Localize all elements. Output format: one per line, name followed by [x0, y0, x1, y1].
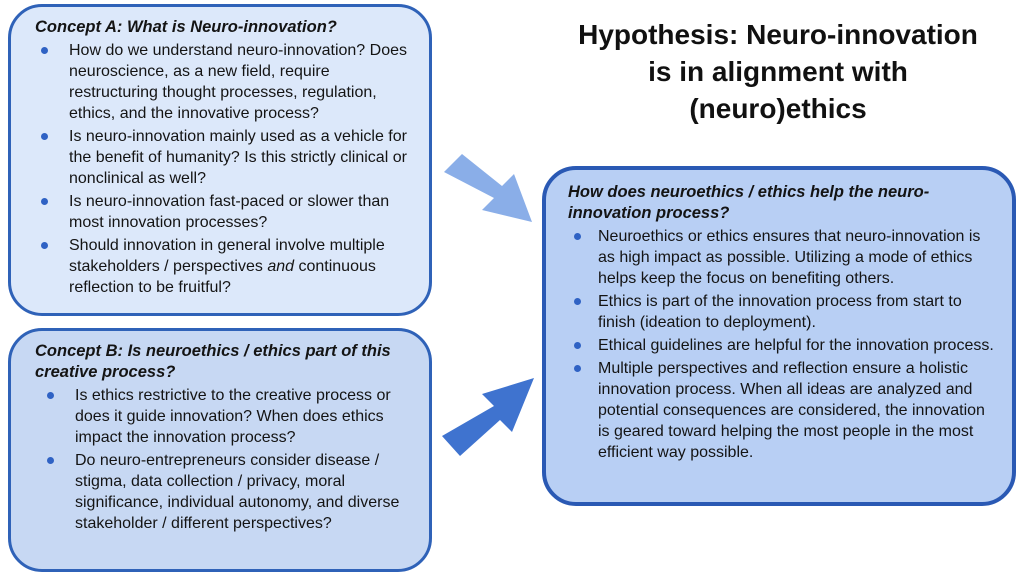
neuroethics-help-item: Multiple perspectives and reflection ensure a holistic innovation process. When all ideas are analyzed and potential consequences are considered, the innovation is geared toward helping the most people in the most efficient way possible. [568, 358, 998, 463]
concept-a-item: Is neuro-innovation fast-paced or slower than most innovation processes? [35, 191, 417, 233]
arrow-top-shape [444, 154, 532, 222]
concept-b-box [8, 328, 432, 572]
bullet-icon [47, 392, 54, 399]
hypothesis-line: Hypothesis: Neuro-innovation [578, 19, 978, 50]
concept-b-item: Do neuro-entrepreneurs consider disease / stigma, data collection / privacy, moral significance, individual autonomy, and diverse stakeholder / different perspectives? [35, 450, 417, 534]
bullet-icon [47, 457, 54, 464]
concept-b-list [35, 385, 417, 534]
bullet-icon [41, 242, 48, 249]
bullet-icon [574, 365, 581, 372]
concept-b-title: Concept B: Is neuroethics / ethics part of this creative process? [35, 342, 391, 381]
bullet-icon [41, 198, 48, 205]
hypothesis-heading [548, 16, 1008, 127]
neuroethics-help-box [542, 166, 1016, 506]
bullet-icon [574, 298, 581, 305]
concept-a-item: Is neuro-innovation mainly used as a vehicle for the benefit of humanity? Is this strictly clinical or nonclinical as well? [35, 126, 417, 189]
neuroethics-help-item: Ethical guidelines are helpful for the innovation process. [568, 335, 998, 356]
concept-a-list [35, 40, 417, 298]
concept-a-box [8, 4, 432, 316]
bullet-icon [41, 47, 48, 54]
arrow-down-right-icon [440, 150, 540, 230]
neuroethics-help-title: How does neuroethics / ethics help the neuro-innovation process? [568, 183, 930, 222]
bullet-icon [41, 133, 48, 140]
bullet-icon [574, 233, 581, 240]
concept-a-item: Should innovation in general involve multiple stakeholders / perspectives and continuous reflection to be fruitful? [35, 235, 417, 298]
arrow-up-right-icon [438, 372, 540, 460]
bullet-icon [574, 342, 581, 349]
hypothesis-line: (neuro)ethics [689, 93, 867, 124]
concept-a-item: How do we understand neuro-innovation? Does neuroscience, as a new field, require restructuring thought processes, regulation, ethics, and the innovative process? [35, 40, 417, 124]
neuroethics-help-item: Neuroethics or ethics ensures that neuro-innovation is as high impact as possible. Utilizing a mode of ethics helps keep the focus on benefiting others. [568, 226, 998, 289]
emphasis-text: and [267, 258, 295, 275]
neuroethics-help-item: Ethics is part of the innovation process from start to finish (ideation to deployment). [568, 291, 998, 333]
concept-b-item: Is ethics restrictive to the creative process or does it guide innovation? When does ethics impact the innovation process? [35, 385, 417, 448]
neuroethics-help-list [568, 226, 998, 463]
concept-a-title: Concept A: What is Neuro-innovation? [35, 18, 337, 36]
arrow-bottom-shape [442, 378, 534, 456]
hypothesis-line: is in alignment with [648, 56, 908, 87]
